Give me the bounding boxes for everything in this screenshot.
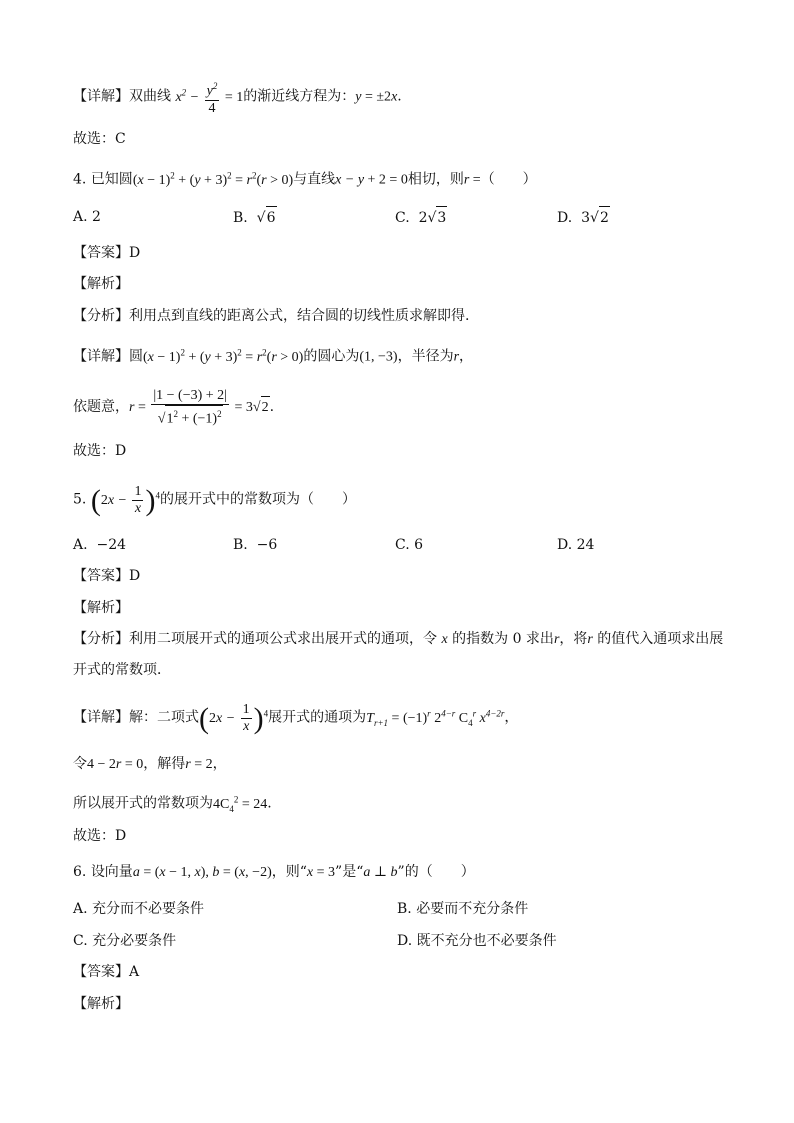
option-value: −6	[256, 537, 278, 553]
answer-tag: 【答案】	[73, 964, 129, 980]
question-number: 4.	[73, 171, 87, 188]
detail-text: ，半径为	[397, 348, 454, 365]
line-equation: x − y + 2 = 0	[335, 172, 408, 188]
option-value: 24	[576, 537, 595, 553]
detail-tag: 【详解】	[73, 348, 129, 365]
option-label: B.	[233, 210, 248, 226]
q6-option-c	[73, 930, 176, 952]
question-number: 6.	[73, 864, 87, 880]
q5-option-c	[395, 534, 423, 556]
option-label: C.	[73, 933, 88, 949]
stem-text: 设向量	[90, 864, 133, 880]
q4-option-a	[73, 206, 101, 228]
detail-text: 的圆心为	[303, 348, 360, 365]
stem-text: ”的（ ）	[397, 864, 475, 880]
option-label: B.	[233, 537, 248, 553]
fenxi-text: 利用二项展开式的通项公式求出展开式的通项，令	[129, 631, 437, 647]
q4-option-d	[557, 206, 610, 229]
option-value: 既不充分也不必要条件	[416, 933, 557, 949]
distance-formula: r = $\frac{|1 - (-3) + 2|}{√1^2 + (-1)^2}$ = 3√2	[129, 388, 269, 427]
circle-center: (1, −3)	[359, 349, 398, 365]
condition: x = 3	[306, 865, 336, 880]
option-label: C.	[395, 210, 410, 226]
perpendicular-condition: a ⊥ b	[363, 865, 398, 880]
sqrt-symbol: √	[256, 210, 266, 226]
option-label: A.	[73, 537, 88, 553]
stem-text: ，则“	[271, 864, 307, 880]
q4-answer	[73, 242, 140, 264]
vector-definitions: a = (x − 1, x), b = (x, −2)	[132, 865, 272, 880]
detail-text: ，解得	[143, 756, 186, 772]
stem-text: 已知圆	[90, 171, 133, 188]
fenxi-text: 利用点到直线的距离公式，结合圆的切线性质求解即得.	[129, 308, 470, 324]
option-value: 6	[414, 537, 424, 553]
equation: 4 − 2r = 0	[87, 757, 144, 772]
stem-text: 相切，则	[407, 171, 464, 188]
detail-text: 展开式的通项为	[268, 709, 367, 726]
sqrt-symbol: √	[590, 210, 599, 226]
equation: $4C_4^2 = 24$	[213, 794, 268, 814]
q3-answer-line: 故选：C	[73, 131, 126, 147]
q4-fenxi	[73, 305, 469, 327]
answer-value: D	[129, 568, 141, 584]
radius-variable: r	[453, 349, 460, 365]
q5-constant-line: 所以展开式的常数项为$4C_4^2 = 24$.	[73, 794, 272, 814]
detail-text: 所以展开式的常数项为	[73, 795, 213, 812]
option-value: 2	[418, 210, 428, 226]
detail-text: 依题意，	[73, 399, 129, 416]
equation: r = 2	[185, 757, 213, 772]
q5-option-d	[557, 534, 594, 556]
option-value: 充分必要条件	[92, 933, 177, 949]
option-radicand: 2	[599, 206, 610, 229]
detail-text: 的渐近线方程为：	[243, 88, 356, 105]
option-label: C.	[395, 537, 410, 553]
answer-value: A	[129, 964, 140, 980]
q4-detail	[73, 341, 473, 369]
detail-text: 双曲线	[129, 88, 171, 105]
option-label: D.	[557, 537, 573, 553]
stem-text: 与直线	[293, 171, 336, 188]
detail-text: ，	[212, 756, 227, 772]
q6-answer	[73, 961, 139, 983]
detail-tag: 【详解】	[73, 709, 129, 726]
option-radicand: 3	[436, 206, 447, 229]
q4-option-b	[233, 206, 277, 229]
option-value: 3	[581, 210, 591, 226]
answer-tag: 【答案】	[73, 568, 129, 584]
q5-answer	[73, 565, 140, 587]
q3-detail-line: 【详解】双曲线 $x^2$ − $\frac{y^2}{4}$ = 1的渐近线方程为：y = ±2x.	[73, 78, 402, 117]
option-label: D.	[557, 210, 573, 226]
q4-stem	[73, 164, 537, 192]
q6-option-a	[73, 898, 204, 920]
stem-text: ”是“	[335, 864, 364, 880]
q6-option-d	[397, 930, 557, 952]
stem-text: （ ）	[480, 171, 537, 188]
q5-option-b	[233, 534, 277, 556]
q5-stem	[73, 484, 356, 517]
detail-text: ，	[504, 709, 519, 726]
q6-stem	[73, 861, 475, 884]
q5-answer-line: 故选：D	[73, 828, 127, 844]
q5-fenxi-line2: 开式的常数项．	[73, 662, 171, 678]
option-label: B.	[397, 901, 412, 917]
option-label: D.	[397, 933, 413, 949]
fenxi-text: 的值代入通项求出展	[597, 631, 724, 647]
detail-text: 解：二项式	[129, 709, 199, 726]
detail-text: 圆	[129, 348, 143, 365]
q4-analysis-tag: 【解析】	[73, 276, 129, 292]
question-number: 5.	[73, 491, 87, 508]
q5-option-a	[73, 534, 126, 556]
option-label: A.	[73, 901, 88, 917]
answer-value: D	[129, 245, 141, 261]
option-value: 6	[266, 206, 277, 229]
option-value: 充分而不必要条件	[92, 901, 205, 917]
option-label: A.	[73, 209, 88, 225]
r-variable: r =	[463, 172, 481, 188]
detail-text: ，	[459, 348, 474, 365]
q5-solve-line	[73, 753, 227, 776]
hyperbola-equation: $x^2$ − $\frac{y^2}{4}$ = 1	[175, 90, 243, 105]
circle-equation: $(x - 1)^2 + (y + 3)^2 = r^2(r > 0)$	[143, 347, 304, 365]
stem-text: 的展开式中的常数项为（ ）	[159, 491, 356, 508]
q6-analysis-tag: 【解析】	[73, 996, 129, 1012]
fenxi-text: ，将	[559, 631, 588, 647]
asymptote-equation: y = ±2x	[355, 89, 398, 105]
q4-option-c	[395, 206, 447, 229]
fenxi-text: 的指数为 0 求出	[452, 631, 554, 647]
circle-equation: $(x - 1)^2 + (y + 3)^2 = r^2(r > 0)$	[132, 170, 294, 188]
binomial-expression: (2x − $\frac{1}{x}$ )$^4$	[90, 483, 160, 517]
detail-text: 令	[73, 756, 87, 772]
q5-detail	[73, 702, 518, 735]
q4-distance-line: 依题意，r = $\frac{|1 - (-3) + 2|}{√1^2 + (-1)^2}$ = 3√2.	[73, 388, 275, 427]
answer-tag: 【答案】	[73, 245, 129, 261]
option-value: −24	[96, 537, 127, 553]
q6-option-b	[397, 898, 528, 920]
detail-tag: 【详解】	[73, 88, 129, 105]
option-value: 必要而不充分条件	[416, 901, 529, 917]
fenxi-tag: 【分析】	[73, 308, 129, 324]
option-value: 2	[92, 209, 101, 225]
fenxi-tag: 【分析】	[73, 631, 129, 647]
sqrt-symbol: √	[427, 210, 437, 226]
binomial-expression: (2x − $\frac{1}{x}$ )$^4$	[199, 701, 269, 735]
q5-fenxi-line1: 【分析】利用二项展开式的通项公式求出展开式的通项，令 x 的指数为 0 求出r，将r 的值代入通项求出展	[73, 631, 724, 647]
general-term: $T_{r+1} = (-1)^r$ $2^{4-r}$ $C_4^r$ $x^{4-2r}$	[366, 708, 505, 728]
q5-analysis-tag: 【解析】	[73, 600, 129, 616]
q4-answer-line: 故选：D	[73, 443, 127, 459]
